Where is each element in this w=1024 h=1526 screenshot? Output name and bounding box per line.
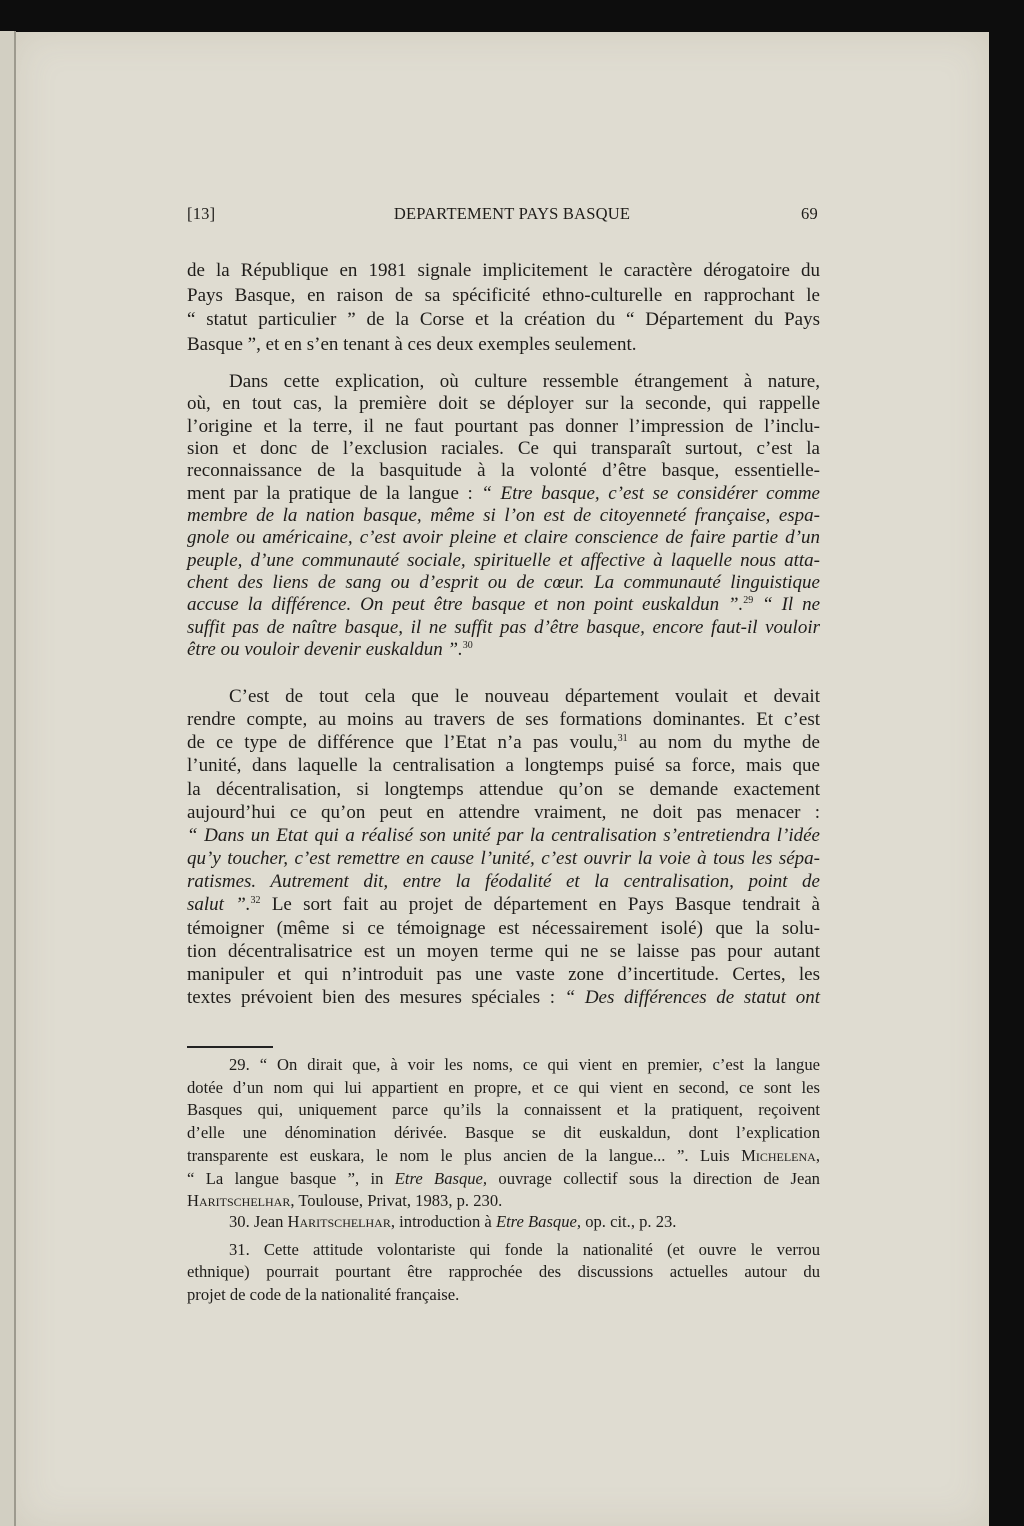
text-run: ethnique) pourrait pourtant être rapprochée des discussions actuelles autour du — [187, 1262, 820, 1282]
text-run: Basques qui, uniquement parce qu’ils la connaissent et la pratiquent, reçoivent — [187, 1100, 820, 1120]
text-line — [187, 527, 820, 549]
text-line — [187, 1122, 820, 1145]
text-run: peuple, d’une communauté sociale, spirituelle et affective à laquelle nous atta- — [187, 549, 820, 571]
footnote-reference: 31 — [617, 733, 628, 745]
text-run: gnole ou américaine, c’est avoir pleine et claire conscience de faire partie d’un — [187, 527, 820, 549]
text-line — [187, 893, 820, 916]
text-run: chent des liens de sang ou d’esprit ou de cœur. La communauté linguistique — [187, 572, 820, 594]
text-run: C’est de tout cela que le nouveau département voulait et devait — [229, 686, 820, 707]
text-run: suffit pas de naître basque, il ne suffit pas d’être basque, encore faut-il vouloir — [187, 616, 820, 638]
text-line — [187, 1077, 820, 1100]
text-run: Pays Basque, en raison de sa spécificité ethno-culturelle en rapprochant le — [187, 284, 820, 306]
text-run: Le sort fait au projet de département en Pays Basque tendrait à — [260, 894, 820, 916]
text-line — [187, 963, 820, 986]
text-run: qu’y toucher, c’est remettre en cause l’unité, c’est ouvrir la voie à tous les sépa- — [187, 848, 820, 870]
text-line — [187, 550, 820, 572]
text-line — [187, 801, 820, 824]
text-run: 29. “ On dirait que, à voir les noms, ce qui vient en premier, c’est la langue — [229, 1055, 820, 1074]
text-run: dotée d’un nom qui lui appartient en propre, et ce qui vient en second, ce sont les — [187, 1077, 820, 1097]
text-line — [187, 483, 820, 505]
text-run: témoigner (même si ce témoignage est nécessairement isolé) que la solu- — [187, 917, 820, 939]
text-line — [187, 940, 820, 963]
text-line — [187, 1211, 820, 1234]
footnote-reference: 30 — [462, 640, 473, 652]
text-run: ratismes. Autrement dit, entre la féodalité et la centralisation, point de — [187, 871, 820, 893]
text-run: projet de code de la nationalité française. — [187, 1284, 460, 1304]
text-run: “ Des différences de statut ont — [564, 987, 820, 1009]
text-run: “ Il ne — [753, 594, 820, 616]
text-run: salut ”. — [187, 894, 251, 916]
text-run: “ La langue basque ”, in — [187, 1168, 395, 1188]
previous-page-edge — [0, 31, 16, 1526]
footnote-29 — [187, 1054, 820, 1213]
text-line — [187, 708, 820, 731]
text-line — [187, 1054, 820, 1077]
text-run: ouvrage collectif sous la direction de Jean — [487, 1168, 820, 1188]
text-line — [187, 460, 820, 482]
text-line — [187, 284, 820, 309]
footnote-separator — [187, 1046, 273, 1048]
text-line — [187, 778, 820, 801]
footnote-reference: 32 — [250, 895, 261, 907]
text-run: Haritschelhar — [187, 1191, 291, 1211]
text-run: textes prévoient bien des mesures spéciales : — [187, 987, 565, 1009]
text-line — [187, 594, 820, 616]
text-run: 30. Jean — [229, 1212, 288, 1231]
text-run: manipuler et qui n’introduit pas une vaste zone d’incertitude. Certes, les — [187, 963, 820, 985]
text-line — [187, 1145, 820, 1168]
text-run: de la République en 1981 signale implicitement le caractère dérogatoire du — [187, 260, 820, 281]
text-run: rendre compte, au moins au travers de ses formations dominantes. Et c’est — [187, 709, 820, 731]
footnote-30 — [187, 1211, 820, 1234]
text-run: 31. Cette attitude volontariste qui fonde la nationalité (et ouvre le verrou — [229, 1240, 820, 1259]
text-run: Etre Basque, — [394, 1168, 488, 1188]
text-run: d’elle une dénomination dérivée. Basque se dit euskaldun, dont l’explication — [187, 1123, 820, 1143]
footnote-31 — [187, 1239, 820, 1306]
text-run: Michelena — [741, 1145, 816, 1165]
text-line — [187, 308, 820, 333]
text-line — [187, 1239, 820, 1261]
text-line — [187, 986, 820, 1009]
text-line — [187, 824, 820, 847]
text-run: de ce type de différence que l’Etat n’a pas voulu, — [187, 732, 618, 754]
text-line — [187, 393, 820, 415]
text-run: Etre Basque, — [495, 1212, 582, 1231]
text-line — [187, 259, 820, 284]
text-run: , introduction à — [390, 1212, 496, 1231]
text-run: ment par la pratique de la langue : — [187, 482, 482, 504]
text-line — [187, 333, 820, 358]
text-run: Haritschelhar — [287, 1212, 391, 1231]
text-line — [187, 1099, 820, 1122]
text-line — [187, 1284, 820, 1306]
body-paragraph-3 — [187, 685, 820, 1009]
text-run: reconnaissance de la basquitude à la volonté d’être basque, essentielle- — [187, 460, 820, 482]
running-header-title: DEPARTEMENT PAYS BASQUE — [393, 204, 631, 223]
page-number: 69 — [801, 204, 818, 223]
text-run: op. cit., p. 23. — [581, 1212, 677, 1231]
text-line — [187, 639, 820, 661]
text-run: la décentralisation, si longtemps attendue qu’on se demande exactement — [187, 778, 820, 800]
text-run: accuse la différence. On peut être basque et non point euskaldun ”. — [187, 594, 744, 616]
text-run: l’unité, dans laquelle la centralisation a longtemps puisé sa force, mais que — [187, 755, 820, 777]
text-line — [187, 371, 820, 393]
body-paragraph-2 — [187, 371, 820, 661]
text-line — [187, 1261, 820, 1283]
text-run: au nom du mythe de — [627, 732, 820, 754]
text-line — [187, 917, 820, 940]
text-line — [187, 617, 820, 639]
text-run: l’origine et la terre, il ne faut pourtant pas donner l’impression de l’inclu- — [187, 415, 820, 437]
text-line — [187, 572, 820, 594]
text-run: transparente est euskara, le nom le plus ancien de la langue... ”. Luis — [187, 1145, 742, 1165]
text-run: aujourd’hui ce qu’on peut en attendre vraiment, ne doit pas menacer : — [187, 801, 820, 823]
text-line — [187, 870, 820, 893]
text-line — [187, 1168, 820, 1191]
text-line — [187, 731, 820, 754]
text-run: , Toulouse, Privat, 1983, p. 230. — [290, 1191, 503, 1211]
text-run: “ Etre basque, c’est se considérer comme — [481, 482, 820, 504]
running-header-section: [13] — [187, 204, 216, 223]
text-run: “ Dans un Etat qui a réalisé son unité par la centralisation s’entretiendra l’idée — [187, 824, 820, 846]
text-line — [187, 505, 820, 527]
text-line — [187, 754, 820, 777]
text-line — [187, 847, 820, 870]
text-line — [187, 1190, 820, 1213]
text-run: Dans cette explication, où culture ressemble étrangement à nature, — [229, 371, 820, 392]
text-run: membre de la nation basque, même si l’on est de citoyenneté française, espa- — [187, 505, 820, 527]
text-line — [187, 685, 820, 708]
text-run: “ statut particulier ” de la Corse et la création du “ Département du Pays — [187, 309, 820, 331]
text-line — [187, 416, 820, 438]
text-run: où, en tout cas, la première doit se déployer sur la seconde, qui rappelle — [187, 393, 820, 415]
text-run: , — [815, 1145, 820, 1165]
text-run: être ou vouloir devenir euskaldun ”. — [187, 639, 463, 661]
footnote-reference: 29 — [743, 595, 754, 607]
text-run: Basque ”, et en s’en tenant à ces deux exemples seulement. — [187, 333, 637, 355]
body-paragraph-1 — [187, 259, 820, 357]
text-run: tion décentralisatrice est un moyen terme qui ne se laisse pas pour autant — [187, 940, 820, 962]
text-line — [187, 438, 820, 460]
text-run: sion et donc de l’exclusion raciales. Ce qui transparaît surtout, c’est la — [187, 438, 820, 460]
